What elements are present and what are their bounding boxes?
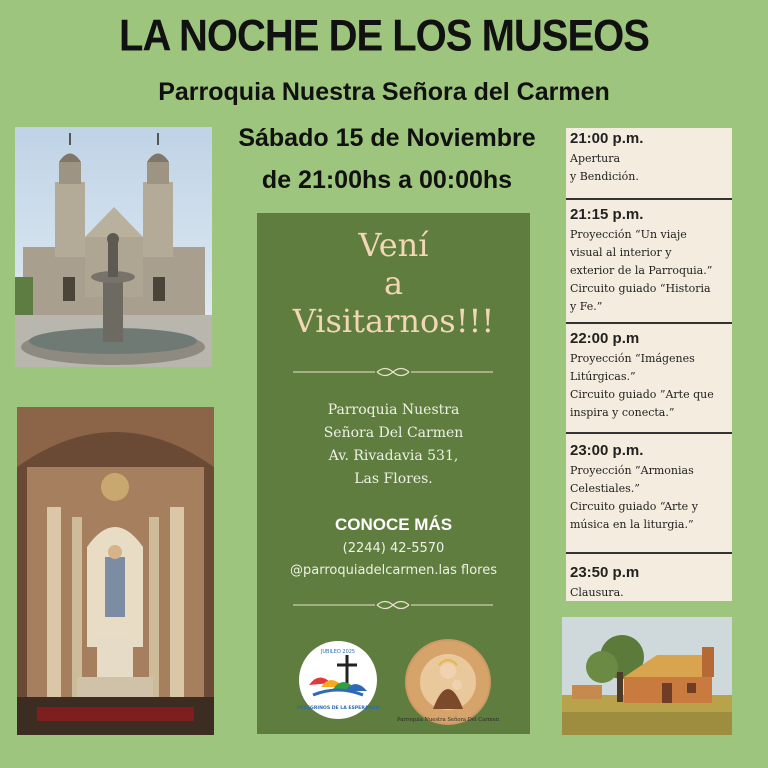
schedule-item	[570, 206, 730, 316]
schedule-desc	[570, 350, 730, 422]
schedule-desc-line: música en la liturgia.”	[570, 518, 694, 531]
invitation-panel	[257, 213, 530, 734]
schedule-desc-line: y Bendición.	[570, 170, 639, 183]
schedule-item	[570, 130, 730, 186]
invite-line-3: Visitarnos!!!	[292, 302, 495, 340]
jubilee-top-text: JUBILEO 2025	[320, 649, 356, 655]
address-line: Parroquia Nuestra	[327, 402, 460, 418]
schedule-desc	[570, 150, 730, 186]
parish-address	[257, 399, 530, 491]
schedule-panel	[566, 128, 732, 601]
address-line: Av. Rivadavia 531,	[328, 448, 459, 464]
social-handle[interactable]: @parroquiadelcarmen.las flores	[290, 563, 497, 578]
church-exterior-photo	[15, 127, 212, 367]
schedule-divider	[566, 198, 732, 200]
schedule-desc-line: Proyección “Imágenes	[570, 352, 695, 365]
more-info-heading: CONOCE MÁS	[334, 515, 453, 534]
schedule-time: 21:00 p.m.	[570, 130, 644, 147]
event-hours: de 21:00hs a 00:00hs	[261, 166, 513, 194]
schedule-desc	[570, 226, 730, 316]
parish-logo	[396, 639, 500, 725]
jubilee-logo-text: PEREGRINOS DE LA ESPERANZA	[296, 706, 380, 711]
schedule-desc	[570, 584, 730, 602]
schedule-desc-line: Proyección “Un viaje	[570, 228, 687, 241]
ornament-divider-bottom	[293, 598, 493, 612]
schedule-desc	[570, 462, 730, 534]
schedule-desc-line: Proyección ”Armonias	[570, 464, 694, 477]
address-line: Señora Del Carmen	[323, 425, 464, 441]
schedule-desc-line: Circuito guiado ”Arte que	[570, 388, 714, 401]
schedule-divider	[566, 432, 732, 434]
schedule-item	[570, 564, 730, 602]
schedule-item	[570, 442, 730, 534]
parish-painting-photo	[562, 617, 732, 735]
schedule-time: 23:50 p.m	[570, 564, 640, 581]
event-date: Sábado 15 de Noviembre	[238, 124, 536, 152]
schedule-desc-line: visual al interior y	[570, 246, 672, 259]
schedule-desc-line: Celestiales.”	[570, 482, 640, 495]
jubilee-logo	[296, 641, 380, 719]
schedule-divider	[566, 552, 732, 554]
page-title: LA NOCHE DE LOS MUSEOS	[119, 11, 649, 61]
schedule-desc-line: Litúrgicas.”	[570, 370, 636, 383]
ornament-divider-top	[293, 365, 493, 379]
parish-logo-text: Parroquia Nuestra Señora Del Carmen	[396, 717, 500, 723]
schedule-item	[570, 330, 730, 422]
contact-phone[interactable]: (2244) 42-5570	[342, 541, 445, 556]
address-line: Las Flores.	[354, 471, 433, 487]
schedule-desc-line: inspira y conecta.”	[570, 406, 675, 419]
schedule-desc-line: Circuito guiado “Arte y	[570, 500, 698, 513]
invite-line-1: Vení	[358, 226, 429, 264]
schedule-time: 23:00 p.m.	[570, 442, 644, 459]
schedule-desc-line: Apertura	[570, 152, 621, 165]
invite-line-2: a	[383, 264, 404, 302]
schedule-time: 21:15 p.m.	[570, 206, 644, 223]
schedule-divider	[566, 322, 732, 324]
schedule-time: 22:00 p.m	[570, 330, 640, 347]
church-altar-photo	[17, 407, 214, 735]
page-subtitle: Parroquia Nuestra Señora del Carmen	[158, 78, 610, 106]
schedule-desc-line: Clausura.	[570, 586, 624, 599]
schedule-desc-line: y Fe.”	[570, 300, 603, 313]
schedule-desc-line: Circuito guiado “Historia	[570, 282, 711, 295]
schedule-desc-line: exterior de la Parroquia.”	[570, 264, 713, 277]
